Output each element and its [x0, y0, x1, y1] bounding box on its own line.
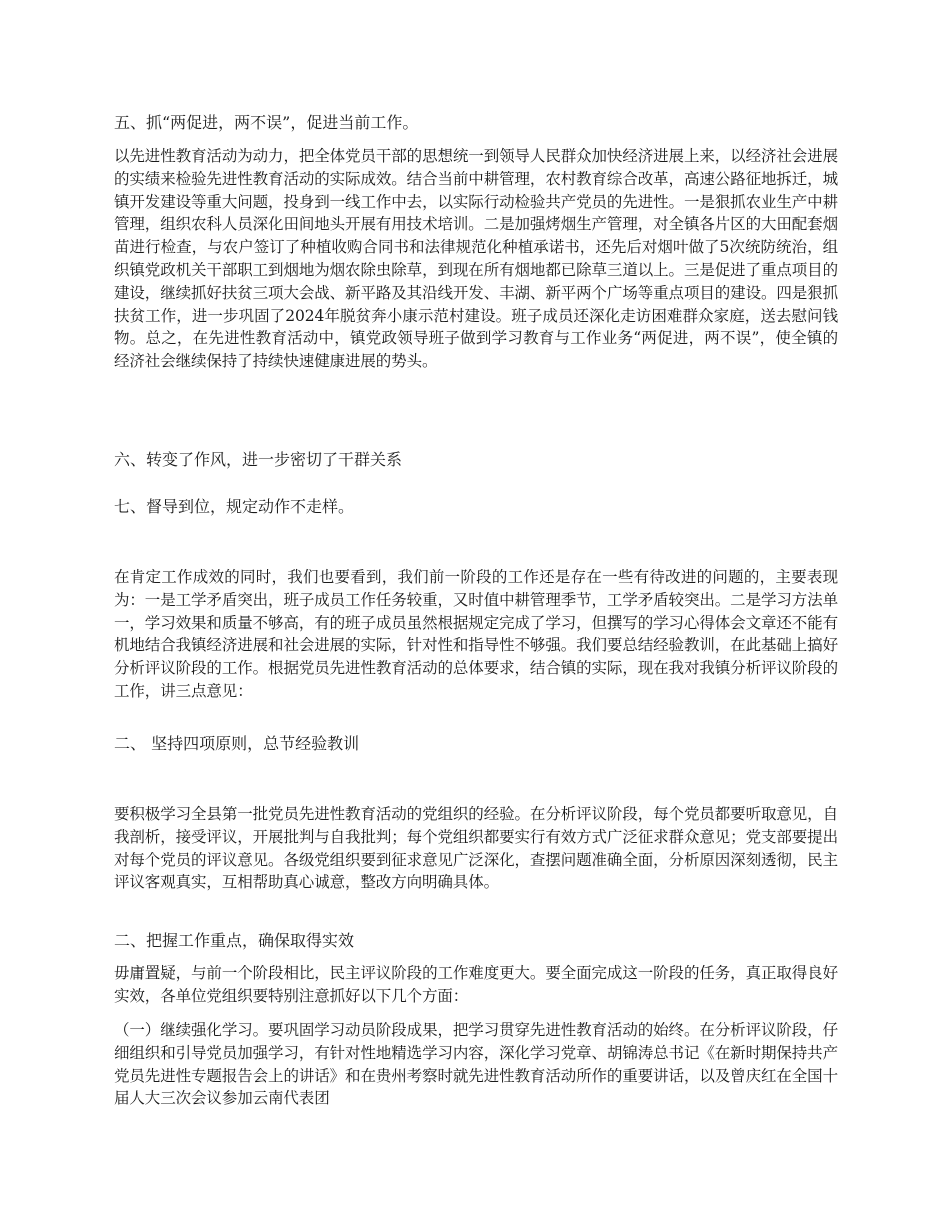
paragraph-principles-body: 要积极学习全县第一批党员先进性教育活动的党组织的经验。在分析评议阶段，每个党员都要听取意见，自我剖析，接受评议，开展批判与自我批判；每个党组织都要实行有效方式广泛征求群众意见；党支部要提出对每个党员的评议意见。各级党组织要到征求意见广泛深化，查摆问题准确全面，分析原因深刻透彻，民主评议客观真实，互相帮助真心诚意，整改方向明确具体。 [114, 805, 838, 892]
heading-section-7: 七、督导到位，规定动作不走样。 [114, 497, 355, 516]
paragraph-study-item: （一）继续强化学习。要巩固学习动员阶段成果，把学习贯穿先进性教育活动的始终。在分析评议阶段，仔细组织和引导党员加强学习，有针对性地精选学习内容，深化学习党章、胡锦涛总书记《在新时期保持共产党员先进性专题报告会上的讲话》和在贵州考察时就先进性教育活动所作的重要讲话，以及曾庆红在全国十届人大三次会议参加云南代表团 [114, 1021, 838, 1108]
heading-principles: 二、 坚持四项原则，总节经验教训 [114, 734, 360, 753]
paragraph-work-focus-body: 毋庸置疑，与前一个阶段相比，民主评议阶段的工作难度更大。要全面完成这一阶段的任务，真正取得良好实效，各单位党组织要特别注意抓好以下几个方面： [114, 964, 838, 1005]
heading-section-6: 六、转变了作风，进一步密切了干群关系 [114, 450, 403, 469]
heading-work-focus: 二、把握工作重点，确保取得实效 [114, 931, 355, 950]
paragraph-section-5-body: 以先进性教育活动为动力，把全体党员干部的思想统一到领导人民群众加快经济进展上来，以经济社会进展的实绩来检验先进性教育活动的实际成效。结合当前中耕管理，农村教育综合改革，高速公路征地拆迁，城镇开发建设等重大问题，投身到一线工作中去，以实际行动检验共产党员的先进性。一是狠抓农业生产中耕管理，组织农科人员深化田间地头开展有用技术培训。二是加强烤烟生产管理，对全镇各片区的大田配套烟苗进行检查，与农户签订了种植收购合同书和法律规范化种植承诺书，还先后对烟叶做了5次统防统治，组织镇党政机关干部职工到烟地为烟农除虫除草，到现在所有烟地都已除草三道以上。三是促进了重点项目的建设，继续抓好扶贫三项大会战、新平路及其沿线开发、丰湖、新平两个广场等重点项目的建设。四是狠抓扶贫工作，进一步巩固了2024年脱贫奔小康示范村建设。班子成员还深化走访困难群众家庭，送去慰问钱物。总之，在先进性教育活动中，镇党政领导班子做到学习教育与工作业务“两促进，两不误”，使全镇的经济社会继续保持了持续快速健康进展的势头。 [114, 147, 838, 371]
paragraph-shortcomings: 在肯定工作成效的同时，我们也要看到，我们前一阶段的工作还是存在一些有待改进的问题的，主要表现为：一是工学矛盾突出，班子成员工作任务较重，又时值中耕管理季节，工学矛盾较突出。二是学习方法单一，学习效果和质量不够高，有的班子成员虽然根据规定完成了学习，但撰写的学习心得体会文章还不能有机地结合我镇经济进展和社会进展的实际，针对性和指导性不够强。我们要总结经验教训，在此基础上搞好分析评议阶段的工作。根据党员先进性教育活动的总体要求，结合镇的实际，现在我对我镇分析评议阶段的工作，讲三点意见： [114, 568, 838, 700]
heading-section-5: 五、抓“两促进，两不误”，促进当前工作。 [114, 113, 419, 132]
